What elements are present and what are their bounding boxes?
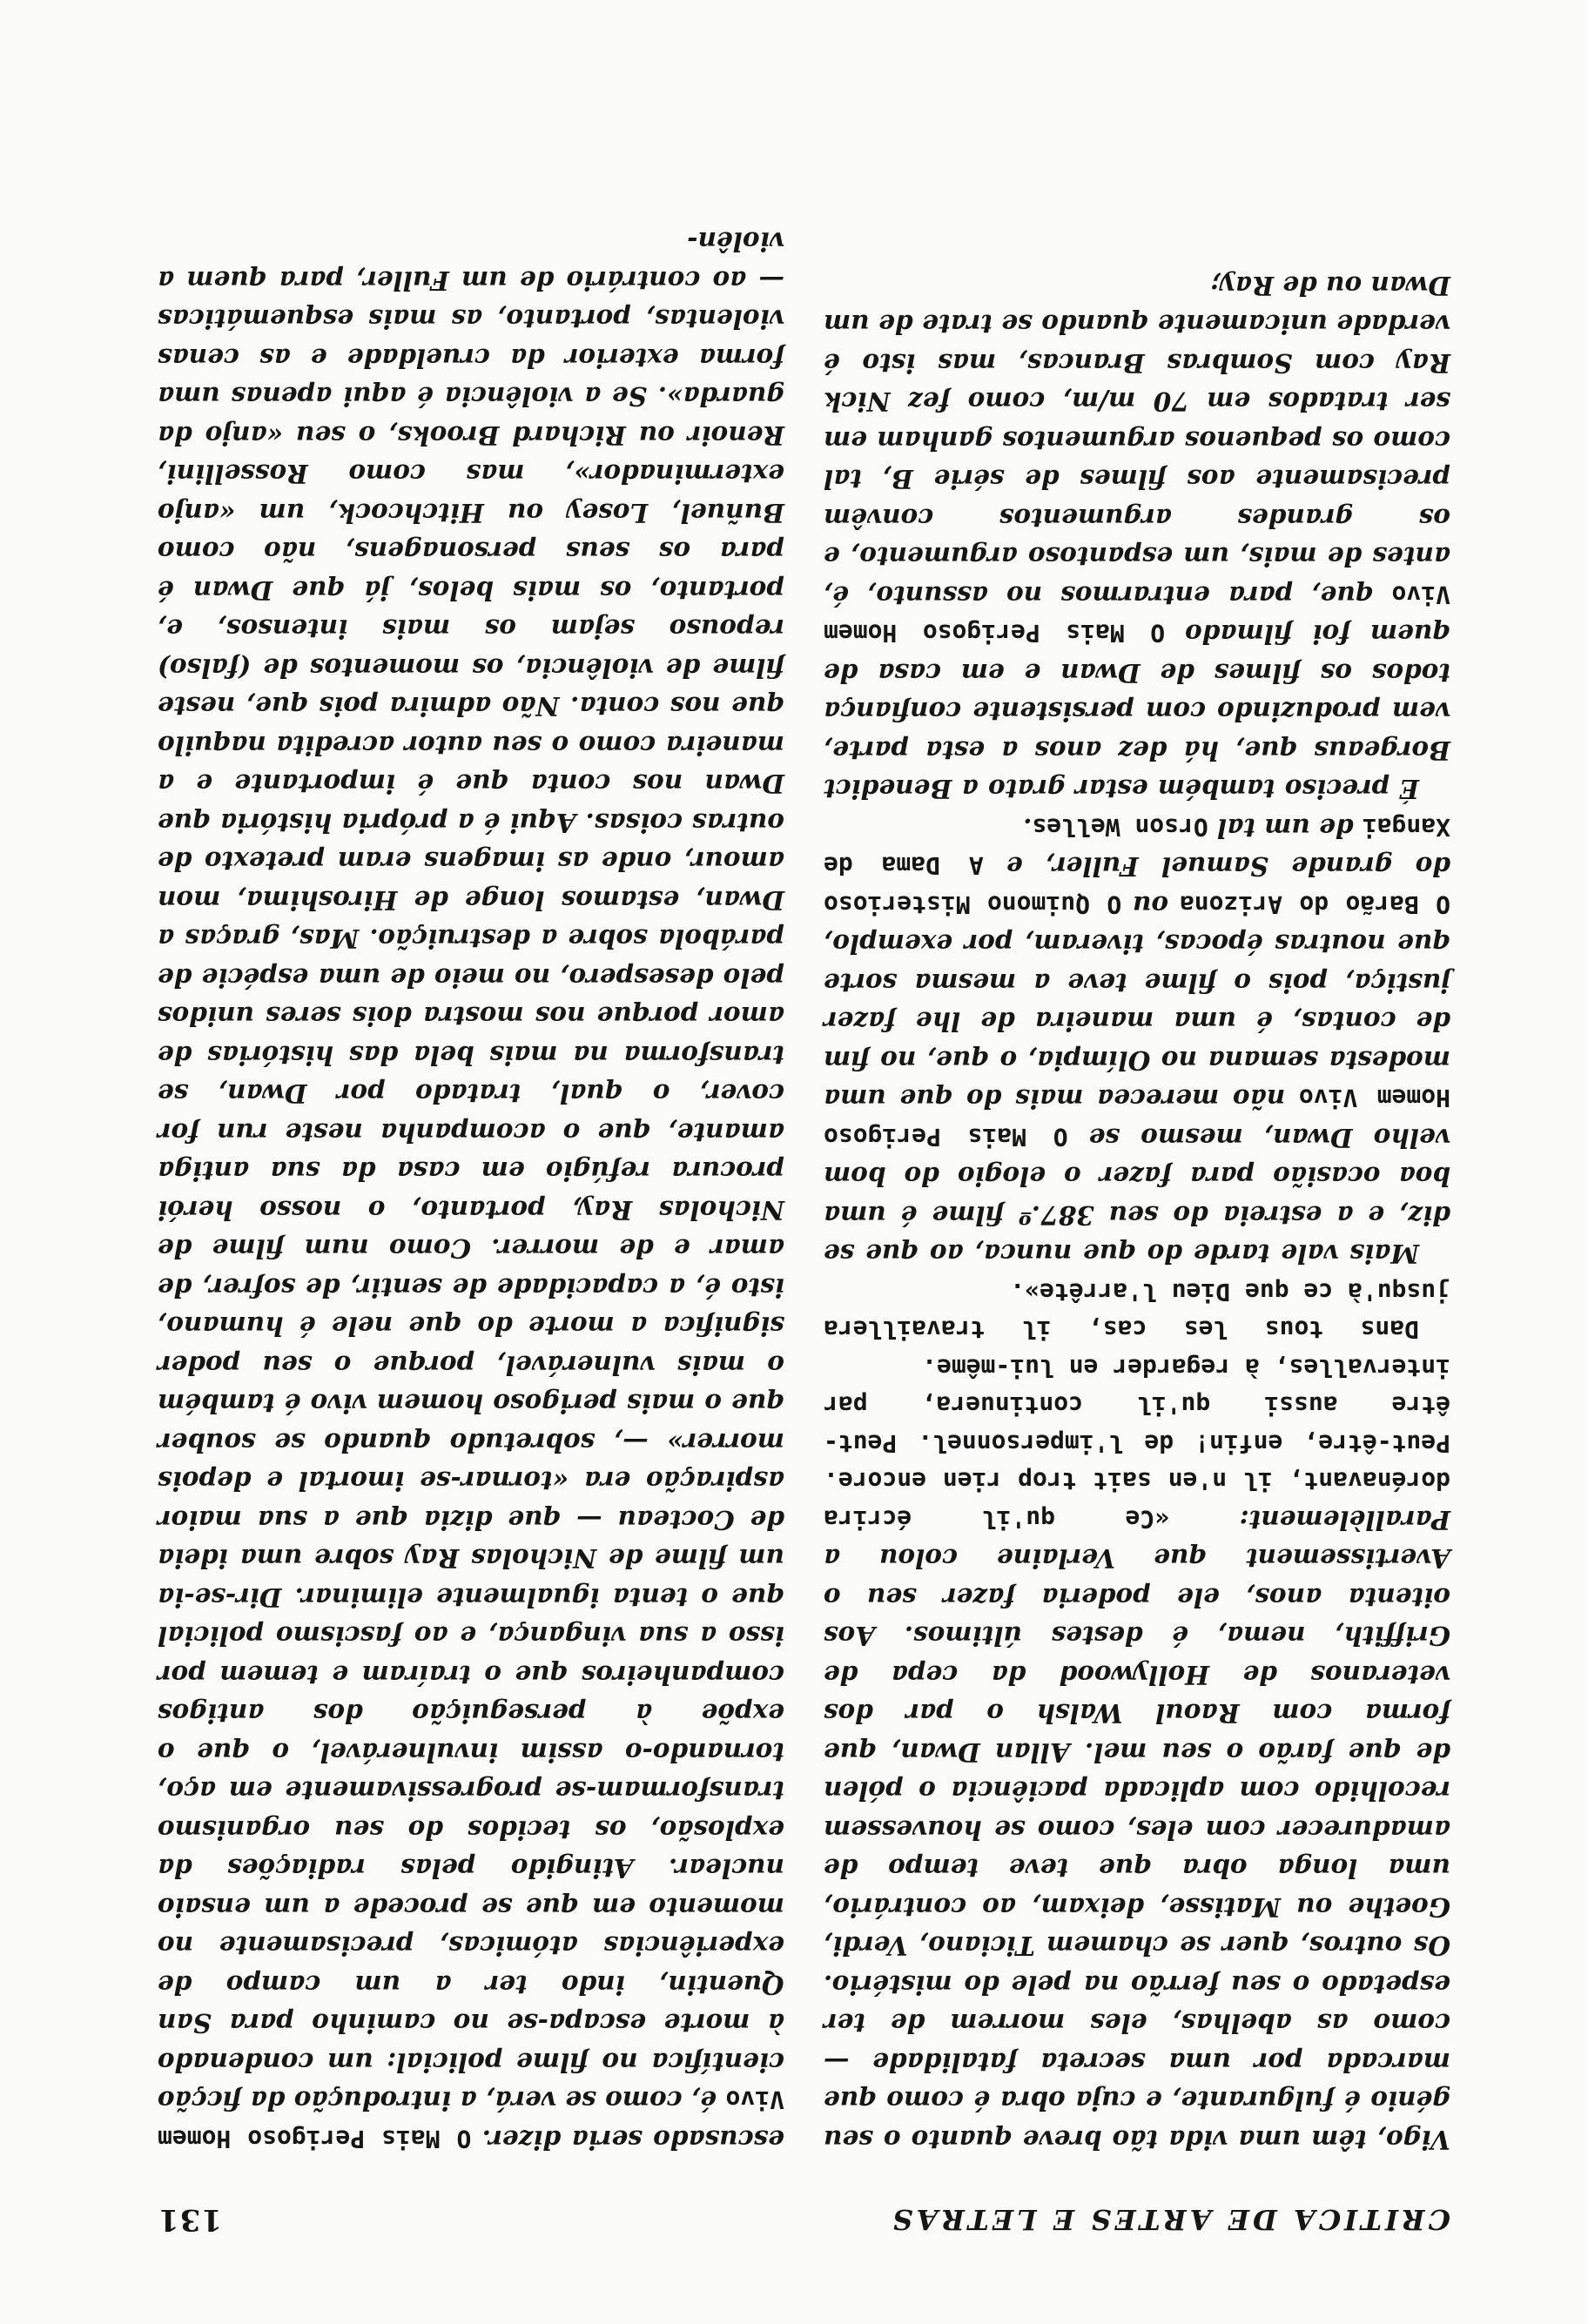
film-title: A Dama de Xangai bbox=[823, 813, 1450, 881]
text-run: É preciso também estar grato a Benedict Borgeaus que, há dez anos a esta parte, vem produzindo com persistente confiança todos os filmes de Dwan e em casa de quem foi filmado bbox=[824, 619, 1450, 805]
text-run: do grande Samuel Fuller, e bbox=[983, 851, 1450, 883]
paragraph-1 bbox=[824, 1349, 1450, 2159]
film-title: O Barão do Arizona bbox=[1179, 890, 1450, 919]
person-name: Orson Welles bbox=[1032, 813, 1208, 842]
running-title: CRITICA DE ARTES E LETRAS bbox=[889, 2203, 1450, 2236]
paragraph-3 bbox=[824, 809, 1450, 1273]
text-run: é, como se verá, a introdução da ficção científica no filme policial: um condenado à morte escapa-se no caminho para San Quentin, indo ter a um campo de experiências atómicas, precisamente no momento em que se procede a um ensaio nuclear. Atingido pelas radiações da explosão, os tecidos do seu organismo transformam-se progressivamente em aço, tornando-o assim invulnerável, o que o expõe à perseguição dos antigos companheiros que o traíram e temem por isso a sua vingança, e ao fascismo policial que o tenta igualmente eliminar. Dir-se-ia um filme de Nicholas Ray sobre uma ideia de Cocteau — que dizia que a sua maior aspiração era «tornar-se imortal e depois morrer» —, sobretudo quando se souber que o mais perigoso homem vivo é também o mais vulnerável, porque o seu poder significa a morte do que nele é humano, isto é, a capacidade de sentir, de sofrer, de amar e de morrer. Como num filme de Nicholas Ray, portanto, o nosso herói procura refúgio em casa da sua antiga amante, que o acompanha neste run for cover, o qual, tratado por Dwan, se transforma na mais bela das histórias de amor porque nos mostra dois seres unidos pelo desespero, no meio de uma espécie de parábola sobre a destruição. Mas, graças a Dwan, estamos longe de Hiroshima, mon amour, onde as imagens eram pretexto de outras coisas. Aqui é a própria história que Dwan nos conta que é importante e a maneira como o seu autor acredita naquilo que nos conta. Não admira pois que, neste filme de violência, os momentos de (falso) repouso sejam os mais intensos, e, portanto, os mais belos, já que Dwan é para os seus personagens, não como Buñuel, Losey ou Hitchcock, um «anjo exterminador», mas como Rossellini, Renoir ou Richard Brooks, o seu «anjo da guarda». Se a violência é aqui apenas uma forma exterior da crueldade e as cenas violentas, portanto, as mais esquemáticas — ao contrário de um Fuller, para quem a violên- bbox=[158, 226, 784, 2117]
text-run: não merecea mais do que uma modesta semana no Olímpia, o que, no fim de contas, é uma maneira de lhe fazer justiça, pois o filme teve a mesma sorte que noutras épocas, tiveram, por exemplo, bbox=[824, 929, 1450, 1115]
film-title: O Quimono Misterioso bbox=[824, 890, 1122, 919]
paragraph-5 bbox=[158, 222, 784, 2159]
text-run: que, para entrarmos no assunto, é, antes de mais, um espantoso argumento, e os grandes argumentos convêm precisamente aos filmes de série B, tal como os pequenos argumentos ganham em ser tratados em 70 m/m, como fez Nick Ray com Sombras Brancas, mas isto é verdade unicamente quando se trate de um Dwan ou de Ray; bbox=[824, 271, 1450, 611]
left-column bbox=[824, 266, 1450, 2159]
text-run: Mais vale tarde do que nunca, ao que se diz, e a estreia do seu 387.º filme é uma boa ocasião para fazer o elogio do bom velho Dwan, mesmo se bbox=[824, 1123, 1450, 1270]
text-run: de um tal bbox=[1208, 813, 1363, 843]
running-header bbox=[158, 2185, 1450, 2237]
paragraph-4 bbox=[824, 266, 1450, 809]
text-run: . bbox=[1023, 813, 1033, 843]
right-column bbox=[158, 222, 784, 2159]
film-title: O Mais Perigoso Homem Vivo bbox=[158, 2086, 784, 2153]
paragraph-2 bbox=[824, 1273, 1450, 1349]
text-run: ou bbox=[1121, 890, 1180, 921]
page-number: 131 bbox=[158, 2202, 222, 2237]
french-quote: «Ce qu'il écrira dorénavant, il n'en sait trop rien encore. Peut-être, enfin! de l'impersonnel. Peut-être aussi qu'il continuera, par intervalles, à regarder en lui-même. bbox=[824, 1353, 1450, 1534]
film-title: O Mais Perigoso Homem Vivo bbox=[824, 1084, 1450, 1152]
film-title: O Mais Perigoso Homem Vivo bbox=[824, 581, 1450, 648]
french-quote-end: Dans tous les cas, il travaillera jusqu'à ce que Dieu l'arrête». bbox=[824, 1278, 1450, 1345]
text-run: Vigo, têm uma vida tão breve quanto o seu génio é fulgurante, e cuja obra é como que marcada por uma secreta fatalidade — como as abelhas, eles morrem de ter espetado o seu ferrão na pele do mistério. Os outros, quer se chamem Ticiano, Verdi, Goethe ou Matisse, deixam, ao contrário, uma longa obra que teve tempo de amadurecer com eles, como se houvessem recolhido com aplicada paciência o pólen de que farão o seu mel. Allan Dwan, que forma com Raoul Walsh o par dos veteranos de Hollywood da cepa de Griffith, nema, é destes últimos. Aos oitenta anos, ele poderia fazer seu o Avertissement que bbox=[824, 1543, 1450, 2155]
text-run: Verlaine colou a Parallèlement: bbox=[824, 1505, 1450, 1575]
text-run: escusado seria dizer. bbox=[471, 2125, 784, 2155]
